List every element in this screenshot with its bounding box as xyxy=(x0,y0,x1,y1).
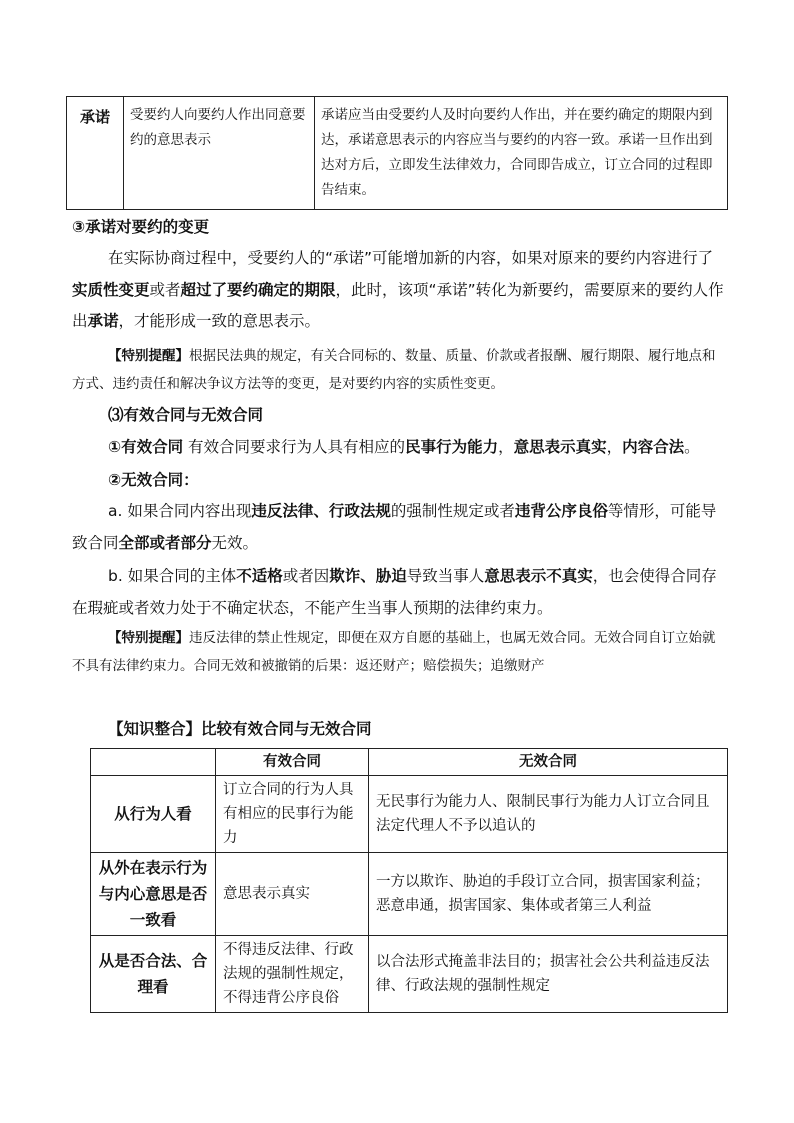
text-run: 在实际协商过程中，受要约人的“承诺”可能增加新的内容，如果对原来的要约内容进行了 xyxy=(108,249,714,267)
detail-cell: 承诺应当由受要约人及时向要约人作出，并在要约确定的期限内到达，承诺意思表示的内容应当与要约的内容一致。承诺一旦作出到达对方后，立即发生法律效力，合同即告成立，订立合同的过程即告结束。 xyxy=(315,97,728,210)
comparison-table xyxy=(90,748,728,1013)
text-run: 无效。 xyxy=(211,533,259,552)
header-valid: 有效合同 xyxy=(216,749,369,776)
reminder-text: 违反法律的禁止性规定，即便在双方自愿的基础上，也属无效合同。无效合同自订立始就不具有法律约束力。合同无效和被撤销的后果：返还财产；赔偿损失；追缴财产 xyxy=(72,630,716,674)
header-empty xyxy=(91,749,216,776)
reminder-text: 根据民法典的规定，有关合同标的、数量、质量、价款或者报酬、履行期限、履行地点和方式、违约责任和解决争议方法等的变更，是对要约内容的实质性变更。 xyxy=(72,348,716,392)
valid-contract-paragraph xyxy=(72,432,724,464)
invalid-point-b xyxy=(72,561,724,624)
reminder-tag: 【特别提醒】 xyxy=(108,348,189,364)
row-invalid: 无民事行为能力人、限制民事行为能力人订立合同且法定代理人不予以追认的 xyxy=(369,776,728,853)
bold-run: 违背公序良俗 xyxy=(514,502,608,520)
text-run: 导致当事人 xyxy=(406,567,485,585)
bold-run: 超过了要约确定的期限 xyxy=(180,280,336,299)
special-reminder-2 xyxy=(72,624,724,680)
row-invalid: 以合法形式掩盖非法目的；损害社会公共利益违反法律、行政法规的强制性规定 xyxy=(369,936,728,1013)
table-row xyxy=(67,97,728,210)
bold-run: 民事行为能力 xyxy=(405,438,499,456)
text-run: 。 xyxy=(684,438,700,456)
section-heading-change: ③承诺对要约的变更 xyxy=(72,218,210,236)
text-run: ，也会使得合同存在瑕疵或者效力处于不确定状态，不能产生当事人预期的法律约束力。 xyxy=(72,567,717,617)
row-valid: 订立合同的行为人具有相应的民事行为能力 xyxy=(216,776,369,853)
text-run: ， xyxy=(606,438,623,456)
text-run: 等情形，可能导致合同 xyxy=(72,502,717,552)
text-run: b. 如果合同的主体 xyxy=(108,567,237,585)
text-run: 或者 xyxy=(149,280,181,299)
table-row xyxy=(91,936,728,1013)
header-invalid: 无效合同 xyxy=(369,749,728,776)
row-aspect: 从外在表示行为与内心意思是否一致看 xyxy=(91,853,216,936)
bold-run: 内容合法 xyxy=(622,438,685,456)
row-invalid: 一方以欺诈、胁迫的手段订立合同，损害国家利益；恶意串通，损害国家、集体或者第三人利益 xyxy=(369,853,728,936)
bold-run: 意思表示真实 xyxy=(513,438,607,456)
reminder-tag: 【特别提醒】 xyxy=(108,630,189,646)
bold-run: 意思表示不真实 xyxy=(484,567,593,585)
text-run: 有效合同要求行为人具有相应的 xyxy=(183,438,406,456)
row-valid: 意思表示真实 xyxy=(216,853,369,936)
row-aspect: 从是否合法、合理看 xyxy=(91,936,216,1013)
text-run: ， xyxy=(498,438,514,456)
text-run: ，此时，该项“承诺”转化为新要约，需要原来的要约人作出 xyxy=(72,280,724,330)
bold-run: 违反法律、行政法规 xyxy=(251,502,391,520)
definition-cell: 受要约人向要约人作出同意要约的意思表示 xyxy=(124,97,315,210)
term-cell: 承诺 xyxy=(67,97,124,210)
bold-run: 欺诈、胁迫 xyxy=(329,567,407,585)
text-run: 的强制性规定或者 xyxy=(390,502,515,520)
table-row xyxy=(91,776,728,853)
text-run: a. 如果合同内容出现 xyxy=(108,502,252,520)
section-heading-valid: ⑶有效合同与无效合同 xyxy=(108,406,264,424)
table-header-row xyxy=(91,749,728,776)
row-aspect: 从行为人看 xyxy=(91,776,216,853)
special-reminder-1 xyxy=(72,342,724,398)
invalid-point-a xyxy=(72,496,724,559)
bold-run: 不适格 xyxy=(236,567,283,585)
compare-heading: 【知识整合】比较有效合同与无效合同 xyxy=(108,720,372,738)
bold-run: 实质性变更 xyxy=(72,280,150,299)
bold-run: 全部或者部分 xyxy=(118,533,212,552)
change-paragraph xyxy=(72,243,724,338)
bold-run: 承诺 xyxy=(87,312,119,330)
text-run: ，才能形成一致的意思表示。 xyxy=(118,312,321,330)
invalid-contract-label: ②无效合同： xyxy=(108,471,199,489)
table-row xyxy=(91,853,728,936)
bold-run: ①有效合同 xyxy=(108,438,184,456)
row-valid: 不得违反法律、行政法规的强制性规定，不得违背公序良俗 xyxy=(216,936,369,1013)
acceptance-table xyxy=(66,96,728,210)
text-run: 或者因 xyxy=(282,567,330,585)
